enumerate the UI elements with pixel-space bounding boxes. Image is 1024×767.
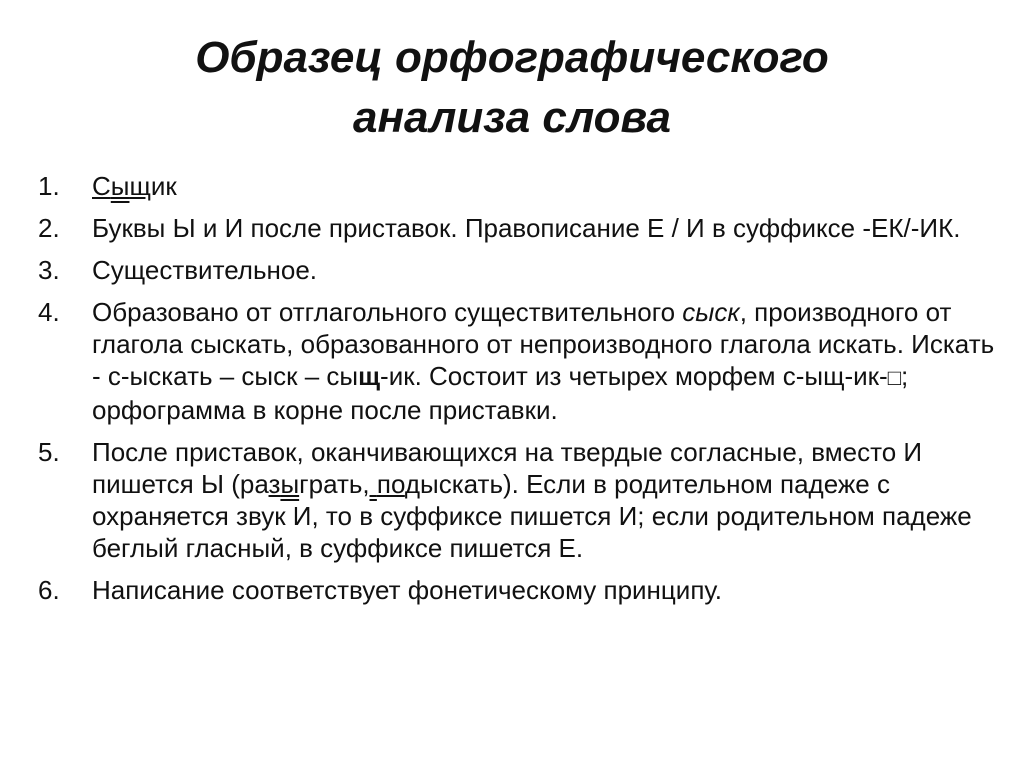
zero-ending-square-icon: □ (887, 365, 901, 390)
word-letter-double-underlined: ы (110, 171, 130, 201)
text-part: После приставок, оканчивающихся на твердые согласные, вместо И пишется Ы (ра (92, 437, 923, 499)
item-number: 4. (38, 297, 60, 327)
text-part: дыскать (404, 469, 503, 499)
list-item-1 (38, 170, 998, 202)
text-part: ). Если в родительном падеже с охраняется звук И, то в суффиксе пишется И; если родительном падеже беглый гласный, в суффиксе пишется Е. (92, 469, 972, 563)
example-comma-underlined: , (362, 469, 377, 499)
list-item-6 (38, 574, 998, 606)
item-text: Существительное. (92, 255, 318, 285)
word-ending: ик (150, 171, 177, 201)
example-prefix-underlined: по (376, 469, 405, 499)
text-part: -ик. Состоит из четырех морфем с-ыщ-ик- (380, 361, 888, 391)
list-item-5 (38, 436, 998, 564)
analyzed-word (92, 171, 177, 201)
item-text: Буквы Ы и И после приставок. Правописание Е / И в суффиксе -ЕК/-ИК. (92, 213, 961, 243)
text-part: ; орфограмма в корне после приставки. (92, 361, 909, 425)
item-number: 3. (38, 255, 60, 285)
slide-title (0, 28, 1024, 148)
item-number: 2. (38, 213, 60, 243)
title-line-2: анализа слова (352, 93, 672, 142)
list-item-4 (38, 296, 998, 426)
list-item-3 (38, 254, 998, 286)
item-number: 5. (38, 437, 60, 467)
item-number: 6. (38, 575, 60, 605)
list-item-2 (38, 212, 998, 244)
item-number: 1. (38, 171, 60, 201)
item-text: Написание соответствует фонетическому принципу. (92, 575, 723, 605)
item-text (92, 437, 972, 563)
title-line-1: Образец орфографического (195, 33, 829, 82)
text-part: , производного от глагола сыскать, образованного от непроизводного глагола искать. Искать - с-ыскать – сыск – сы (92, 297, 995, 391)
item-text (92, 297, 994, 425)
text-part: Образовано от отглагольного существительного (92, 297, 683, 327)
bold-letter: щ (358, 361, 381, 391)
analysis-list (38, 170, 998, 616)
italic-word: сыск (682, 297, 740, 327)
word-letter-underlined: С (92, 171, 111, 201)
word-letter-underlined: щ (129, 171, 151, 201)
example-letter-double-underlined: ы (280, 469, 300, 499)
text-part: грать (299, 469, 363, 499)
example-letter-underlined: з (268, 469, 281, 499)
